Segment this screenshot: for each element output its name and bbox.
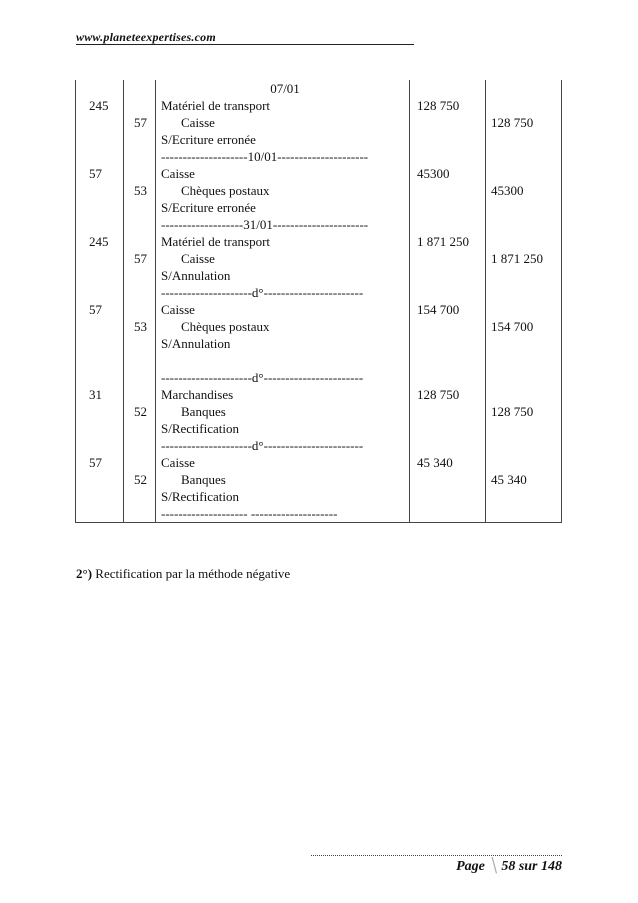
cell-line — [89, 114, 123, 131]
cell-line — [161, 352, 409, 369]
account-debit-cell — [76, 284, 124, 369]
cell-line — [134, 420, 155, 437]
cell-line — [134, 505, 155, 522]
section-title — [76, 566, 290, 582]
page-label: Page — [456, 859, 485, 874]
journal-table — [75, 80, 562, 523]
cell-line: 07/01 — [270, 81, 300, 96]
cell-line — [491, 505, 561, 522]
cell-line: 1 871 250 — [417, 234, 469, 249]
cell-line: S/Annulation — [161, 268, 231, 283]
cell-line: S/Annulation — [161, 336, 231, 351]
cell-line — [89, 318, 123, 335]
cell-line — [89, 420, 123, 437]
cell-line: Marchandises — [161, 387, 234, 402]
cell-line — [417, 114, 485, 131]
cell-line: Caisse — [161, 455, 195, 470]
cell-line: Caisse — [161, 166, 195, 181]
cell-line — [417, 148, 485, 165]
account-debit-cell — [76, 369, 124, 437]
cell-line — [491, 165, 561, 182]
cell-line — [417, 352, 485, 369]
cell-line: Matériel de transport — [161, 234, 271, 249]
cell-line — [417, 471, 485, 488]
amount-credit-cell — [486, 437, 562, 523]
cell-line — [134, 233, 155, 250]
cell-line — [417, 216, 485, 233]
cell-line: Caisse — [161, 302, 195, 317]
cell-line: Caisse — [181, 115, 215, 130]
cell-line: 57 — [89, 166, 102, 181]
amount-debit-cell — [410, 80, 486, 148]
account-credit-cell — [124, 216, 156, 284]
cell-line: 245 — [89, 234, 109, 249]
cell-line: ---------------------d°----------------------- — [161, 285, 364, 300]
cell-line — [89, 335, 123, 352]
cell-line — [491, 437, 561, 454]
label-cell — [156, 148, 410, 216]
cell-line — [417, 437, 485, 454]
cell-line — [134, 284, 155, 301]
cell-line — [417, 369, 485, 386]
label-cell — [156, 369, 410, 437]
cell-line — [417, 284, 485, 301]
amount-credit-cell — [486, 148, 562, 216]
cell-line — [134, 148, 155, 165]
cell-line — [491, 267, 561, 284]
cell-line — [491, 199, 561, 216]
cell-line — [89, 488, 123, 505]
cell-line — [417, 420, 485, 437]
cell-line: 154 700 — [417, 302, 460, 317]
cell-line — [491, 216, 561, 233]
amount-debit-cell — [410, 284, 486, 369]
cell-line: 53 — [134, 183, 147, 198]
header-rule — [76, 44, 414, 45]
cell-line: 57 — [89, 302, 102, 317]
cell-line: 45300 — [417, 166, 450, 181]
cell-line: 52 — [134, 472, 147, 487]
cell-line: Caisse — [181, 251, 215, 266]
cell-line: S/Ecriture erronée — [161, 132, 256, 147]
journal-entry — [76, 437, 562, 523]
cell-line — [491, 301, 561, 318]
cell-line: ---------------------d°----------------------- — [161, 370, 364, 385]
label-cell — [156, 284, 410, 369]
journal-entry — [76, 369, 562, 437]
page-footer — [456, 858, 562, 875]
journal-body — [76, 80, 562, 523]
cell-line — [491, 369, 561, 386]
cell-line — [89, 471, 123, 488]
cell-line — [89, 437, 123, 454]
cell-line — [134, 165, 155, 182]
cell-line — [417, 182, 485, 199]
journal-entry — [76, 284, 562, 369]
cell-line — [417, 403, 485, 420]
cell-line — [134, 131, 155, 148]
cell-line — [417, 505, 485, 522]
label-cell — [156, 80, 410, 148]
cell-line — [89, 403, 123, 420]
amount-debit-cell — [410, 216, 486, 284]
account-credit-cell — [124, 148, 156, 216]
cell-line — [89, 131, 123, 148]
account-credit-cell — [124, 437, 156, 523]
cell-line — [491, 352, 561, 369]
cell-line: 52 — [134, 404, 147, 419]
amount-credit-cell — [486, 216, 562, 284]
cell-line — [134, 386, 155, 403]
cell-line — [491, 386, 561, 403]
amount-debit-cell — [410, 437, 486, 523]
footer-rule — [311, 855, 562, 856]
journal-entry — [76, 148, 562, 216]
cell-line: -------------------- -------------------- — [161, 506, 338, 521]
cell-line: 31 — [89, 387, 102, 402]
cell-line — [417, 318, 485, 335]
account-credit-cell — [124, 80, 156, 148]
cell-line: 128 750 — [417, 387, 460, 402]
cell-line — [417, 131, 485, 148]
cell-line — [134, 199, 155, 216]
cell-line: Chèques postaux — [181, 319, 270, 334]
cell-line: 57 — [89, 455, 102, 470]
label-cell — [156, 437, 410, 523]
account-debit-cell — [76, 148, 124, 216]
cell-line — [134, 369, 155, 386]
cell-line — [134, 97, 155, 114]
section-title-text: Rectification par la méthode négative — [95, 566, 291, 581]
cell-line — [134, 335, 155, 352]
cell-line: 245 — [89, 98, 109, 113]
cell-line — [89, 284, 123, 301]
cell-line — [491, 233, 561, 250]
account-debit-cell — [76, 437, 124, 523]
amount-credit-cell — [486, 284, 562, 369]
cell-line: 57 — [134, 251, 147, 266]
cell-line — [89, 352, 123, 369]
cell-line — [134, 216, 155, 233]
cell-line: Banques — [181, 404, 226, 419]
cell-line: S/Ecriture erronée — [161, 200, 256, 215]
cell-line: 154 700 — [491, 319, 534, 334]
account-debit-cell — [76, 80, 124, 148]
journal-entry — [76, 216, 562, 284]
cell-line — [89, 369, 123, 386]
cell-line: S/Rectification — [161, 489, 239, 504]
cell-line: Banques — [181, 472, 226, 487]
cell-line: 57 — [134, 115, 147, 130]
account-credit-cell — [124, 369, 156, 437]
journal-entry — [76, 80, 562, 148]
account-debit-cell — [76, 216, 124, 284]
cell-line: --------------------10/01--------------------- — [161, 149, 369, 164]
cell-line — [134, 488, 155, 505]
page-number: 58 sur 148 — [501, 859, 562, 874]
cell-line — [417, 335, 485, 352]
account-credit-cell — [124, 284, 156, 369]
cell-line — [134, 267, 155, 284]
cell-line — [491, 335, 561, 352]
cell-line — [89, 199, 123, 216]
cell-line: 45300 — [491, 183, 524, 198]
cell-line — [417, 250, 485, 267]
cell-line — [417, 267, 485, 284]
cell-line — [417, 80, 485, 97]
cell-line — [491, 420, 561, 437]
cell-line — [134, 454, 155, 471]
cell-line — [491, 97, 561, 114]
cell-line — [491, 284, 561, 301]
amount-debit-cell — [410, 369, 486, 437]
cell-line — [134, 301, 155, 318]
site-url: www.planeteexpertises.com — [76, 30, 216, 44]
cell-line — [89, 80, 123, 97]
section-number: 2°) — [76, 566, 93, 581]
amount-credit-cell — [486, 80, 562, 148]
cell-line — [417, 488, 485, 505]
cell-line: Matériel de transport — [161, 98, 271, 113]
cell-line: 128 750 — [491, 115, 534, 130]
cell-line: 1 871 250 — [491, 251, 543, 266]
cell-line — [134, 80, 155, 97]
cell-line — [417, 199, 485, 216]
cell-line: -------------------31/01---------------------- — [161, 217, 369, 232]
cell-line — [491, 148, 561, 165]
cell-line: 53 — [134, 319, 147, 334]
cell-line — [89, 250, 123, 267]
cell-line — [491, 131, 561, 148]
cell-line: 128 750 — [491, 404, 534, 419]
cell-line — [491, 454, 561, 471]
cell-line — [491, 80, 561, 97]
amount-credit-cell — [486, 369, 562, 437]
cell-line — [89, 182, 123, 199]
cell-line — [89, 216, 123, 233]
cell-line — [89, 505, 123, 522]
label-cell — [156, 216, 410, 284]
cell-line: 45 340 — [417, 455, 453, 470]
cell-line: Chèques postaux — [181, 183, 270, 198]
cell-line — [134, 352, 155, 369]
cell-line: S/Rectification — [161, 421, 239, 436]
cell-line — [89, 267, 123, 284]
cell-line: 128 750 — [417, 98, 460, 113]
cell-line: 45 340 — [491, 472, 527, 487]
page-separator-icon: ╲ — [488, 859, 498, 874]
amount-debit-cell — [410, 148, 486, 216]
cell-line — [134, 437, 155, 454]
cell-line — [89, 148, 123, 165]
cell-line — [491, 488, 561, 505]
cell-line: ---------------------d°----------------------- — [161, 438, 364, 453]
